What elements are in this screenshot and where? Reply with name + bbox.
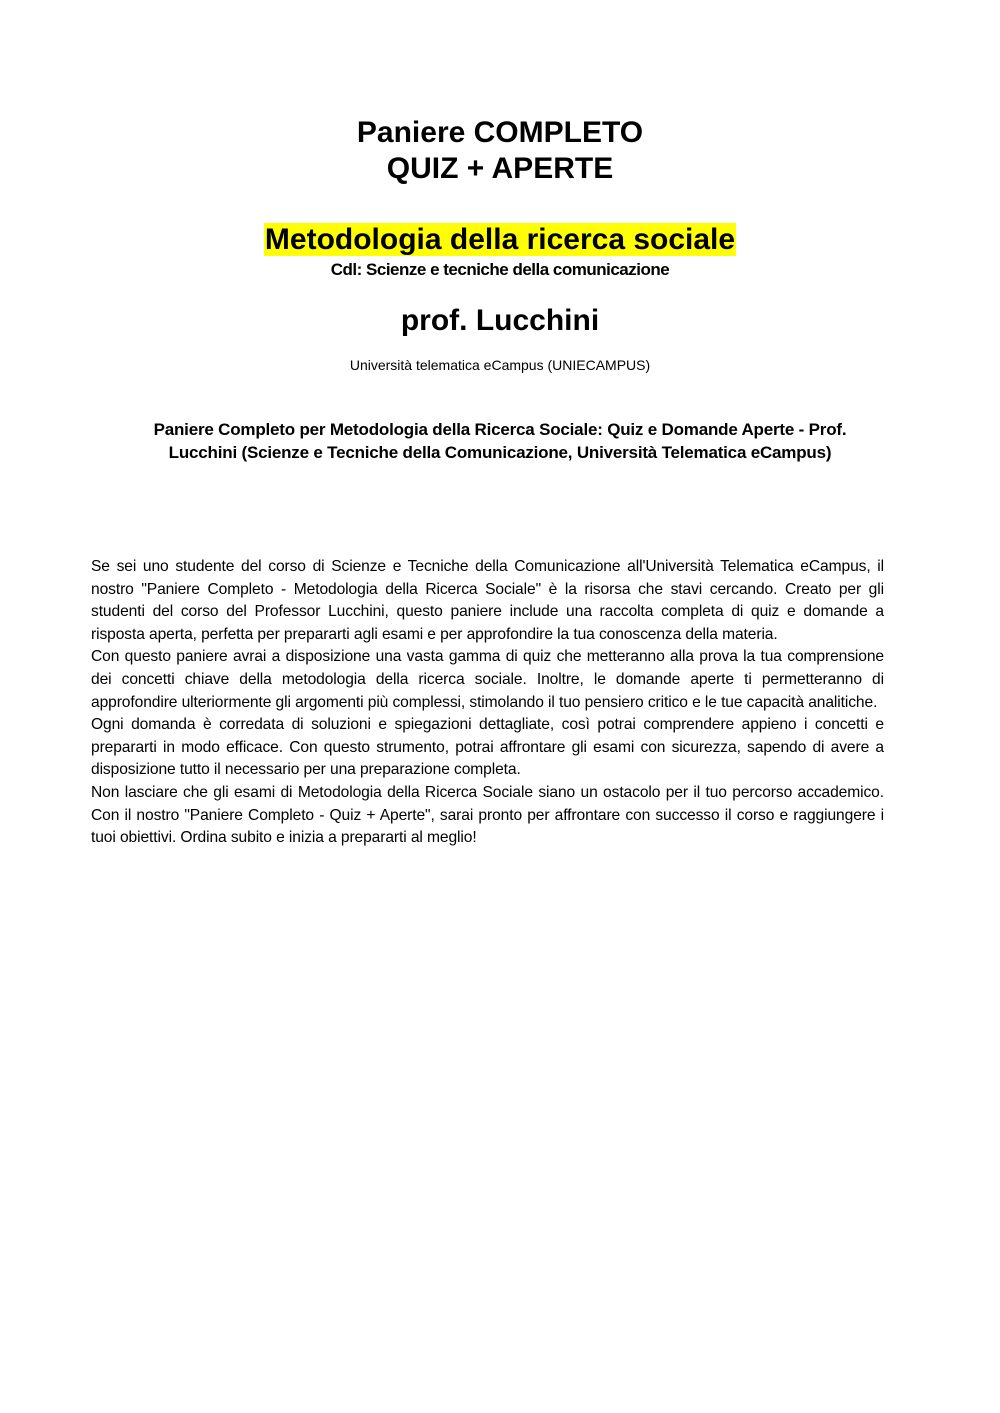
university-name: Università telematica eCampus (UNIECAMPUS): [349, 357, 651, 373]
body-paragraph-3: Ogni domanda è corredata di soluzioni e spiegazioni dettagliate, così potrai comprendere appieno i concetti e prepararti in modo efficace. Con questo strumento, potrai affrontare gli esami con sicurezza, sapendo di avere a disposizione tutto il necessario per una preparazione completa.: [91, 716, 884, 779]
body-paragraph-1: Se sei uno studente del corso di Scienze e Tecniche della Comunicazione all'Università Telematica eCampus, il nostro "Paniere Completo - Metodologia della Ricerca Sociale" è la risorsa che stavi cercando. Creato per gli studenti del corso del Professor Lucchini, questo paniere include una raccolta completa di quiz e domande a risposta aperta, perfetta per prepararti agli esami e per approfondire la tua conoscenza della materia.: [91, 558, 884, 643]
body-paragraph-2: Con questo paniere avrai a disposizione una vasta gamma di quiz che metteranno alla prova la tua comprensione dei concetti chiave della metodologia della ricerca sociale. Inoltre, le domande aperte ti permetteranno di approfondire ulteriormente gli argomenti più complessi, stimolando il tuo pensiero critico e le tue capacità analitiche.: [91, 648, 884, 711]
summary-heading: [100, 418, 900, 464]
summary-line-2: Lucchini (Scienze e Tecniche della Comunicazione, Università Telematica eCampus): [168, 443, 832, 462]
body-paragraph-4: Non lasciare che gli esami di Metodologia della Ricerca Sociale siano un ostacolo per il tuo percorso accademico. Con il nostro "Paniere Completo - Quiz + Aperte", sarai pronto per affrontare con successo il corso e raggiungere i tuoi obiettivi. Ordina subito e inizia a prepararti al meglio!: [91, 783, 884, 847]
professor-name: prof. Lucchini: [400, 304, 600, 337]
title-line-2: QUIZ + APERTE: [386, 152, 614, 185]
title-line-1: Paniere COMPLETO: [356, 116, 644, 149]
body-text: [91, 556, 884, 850]
degree-course-label: Cdl: Scienze e tecniche della comunicazione: [330, 260, 670, 279]
subject-heading: [0, 222, 1000, 258]
subject-highlighted-title: Metodologia della ricerca sociale: [264, 223, 736, 256]
summary-line-1: Paniere Completo per Metodologia della Ricerca Sociale: Quiz e Domande Aperte - Prof.: [153, 420, 847, 439]
